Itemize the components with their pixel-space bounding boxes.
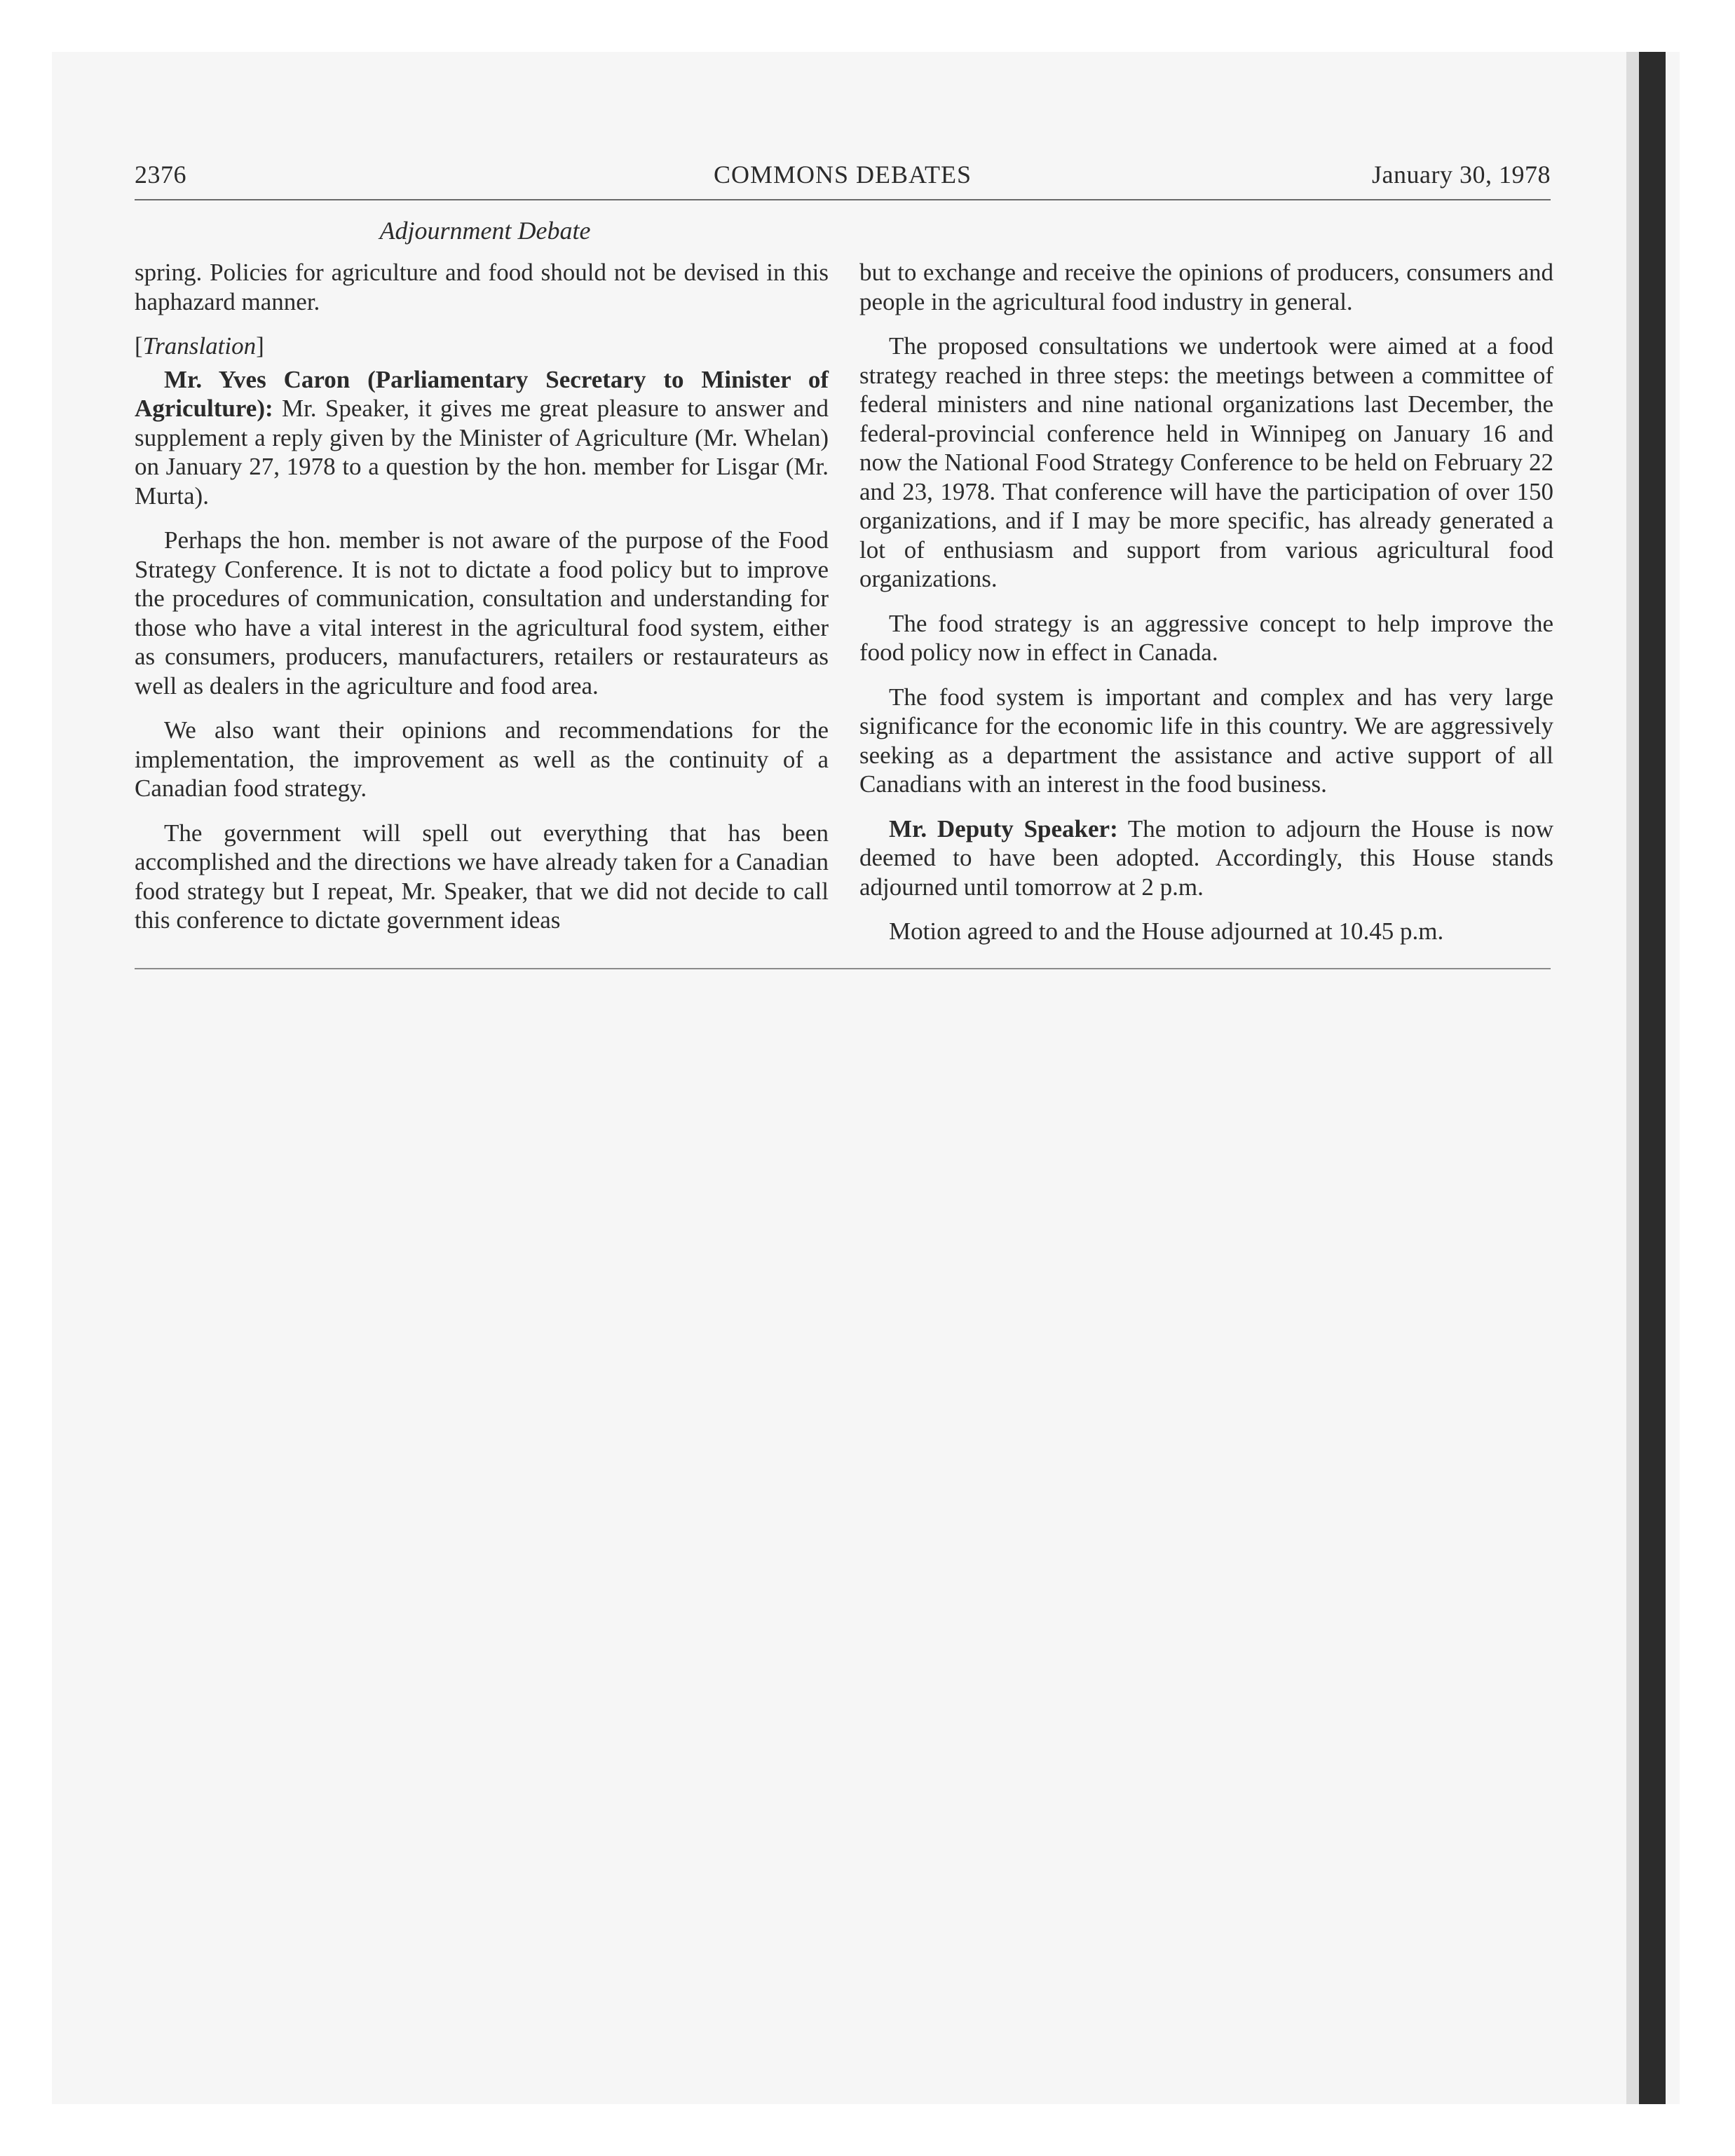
end-rule [135,968,1551,969]
paragraph: We also want their opinions and recommendations for the implementation, the improvement as well as the continuity of a Canadian food strategy. [135,716,829,802]
paragraph-continuation: spring. Policies for agriculture and food should not be devised in this haphazard manner. [135,259,829,315]
paragraph-deputy-speaker [859,814,1553,902]
speaker-name: Mr. Deputy Speaker: [889,814,1118,842]
speech-text: Mr. Speaker, it gives me great pleasure to answer and supplement a reply given by the Minister of Agriculture (Mr. Whelan) on January 27, 1978 to a question by the hon. member for Lisgar (Mr. Murta). [135,395,829,510]
journal-title: COMMONS DEBATES [713,161,972,189]
paragraph-caron-statement [135,365,829,511]
paragraph-continuation: but to exchange and receive the opinions of producers, consumers and people in the agricultural food industry in general. [859,259,1553,315]
header-rule [135,199,1551,200]
paragraph-adjournment: Motion agreed to and the House adjourned at 10.45 p.m. [889,917,1444,945]
left-column [135,258,829,950]
section-title: Adjournment Debate [379,217,591,245]
paragraph: The food system is important and complex and has very large significance for the economic life in this country. We are aggressively seeking as a department the assistance and active support of all Canadians with an interest in the food business. [859,683,1553,798]
paragraph: The proposed consultations we undertook were aimed at a food strategy reached in three steps: the meetings between a committee of federal ministers and nine national organizations last December, the federal-provincial conference held in Winnipeg on January 16 and now the National Food Strategy Conference to be held on February 22 and 23, 1978. That conference will have the participation of over 150 organizations, and if I may be more specific, has already generated a lot of enthusiasm and support from various agricultural food organizations. [859,332,1553,592]
page-binding-edge [1639,52,1666,2104]
page-number: 2376 [135,161,186,189]
translation-tag: [Translation] [135,332,264,360]
paragraph: Perhaps the hon. member is not aware of the purpose of the Food Strategy Conference. It is not to dictate a food policy but to improve the procedures of communication, consultation and understanding for those who have a vital interest in the agricultural food system, either as consumers, producers, manufacturers, retailers or restaurateurs as well as dealers in the agriculture and food area. [135,526,829,700]
running-header [135,160,1551,199]
issue-date: January 30, 1978 [1372,161,1551,189]
right-column [859,258,1553,962]
page-edge-shadow [1626,52,1639,2104]
speaker-name: Mr. Yves Caron (Parliamentary Secretary to Minister of Agriculture): [135,365,829,422]
translation-tag-text: Translation [142,332,257,360]
speech-text: The motion to adjourn the House is now deemed to have been adopted. Accordingly, this House stands adjourned until tomorrow at 2 p.m. [859,814,1553,901]
paragraph: The food strategy is an aggressive concept to help improve the food policy now in effect in Canada. [859,609,1553,666]
paragraph: The government will spell out everything that has been accomplished and the directions we have already taken for a Canadian food strategy but I repeat, Mr. Speaker, that we did not decide to call this conference to dictate government ideas [135,819,829,934]
